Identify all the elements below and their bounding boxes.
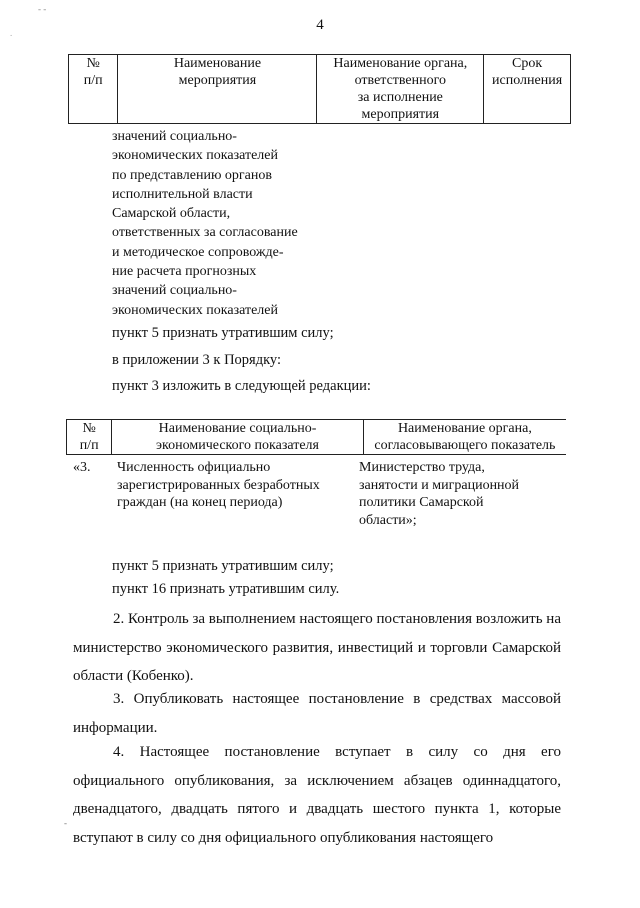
paragraph: в приложении 3 к Порядку: <box>112 352 282 368</box>
table-row-indicator: Численность официально зарегистрированных безработных граждан (на конец периода) <box>117 460 320 510</box>
table-row-number: «3. <box>73 460 91 475</box>
body-paragraph: 2. Контроль за выполнением настоящего постановления возложить на министерство экономического развития, инвестиций и торговли Самарской области (Кобенко). <box>73 611 561 684</box>
col-indicator-header: Наименование социально- экономического показателя <box>112 420 364 455</box>
col-number-header: № п/п <box>67 420 112 455</box>
col-deadline-header: Срок исполнения <box>484 55 571 124</box>
paragraph: пункт 3 изложить в следующей редакции: <box>112 378 371 394</box>
margin-mark: - - <box>38 4 47 14</box>
paragraph: пункт 5 признать утратившим силу; <box>112 558 334 574</box>
margin-mark: . <box>10 28 13 38</box>
page-number: 4 <box>316 17 324 33</box>
indicators-table-header <box>66 419 566 455</box>
measures-table-header <box>68 54 571 124</box>
table-continuation-text: значений социально- экономических показателей по представлению органов исполнительной власти Самарской области, ответственных за согласование и методическое сопровожде- ние расчета прогнозных значений социально- экономических показателей <box>112 129 298 318</box>
table-row-approving-body: Министерство труда, занятости и миграционной политики Самарской области»; <box>359 460 520 528</box>
col-number-header: № п/п <box>69 55 118 124</box>
margin-mark: - <box>64 818 67 828</box>
col-approving-body-header: Наименование органа, согласовывающего показатель <box>363 420 566 455</box>
col-responsible-body-header: Наименование органа, ответственного за исполнение мероприятия <box>317 55 484 124</box>
col-measure-header: Наименование мероприятия <box>118 55 317 124</box>
paragraph: пункт 16 признать утратившим силу. <box>112 581 340 597</box>
body-paragraph: 4. Настоящее постановление вступает в силу со дня его официального опубликования, за исключением абзацев одиннадцатого, двенадцатого, двадцать пятого и двадцать шестого пункта 1, которые вступают в силу со дня официального опубликования настоящего <box>73 744 561 846</box>
paragraph: пункт 5 признать утратившим силу; <box>112 325 334 341</box>
body-paragraph: 3. Опубликовать настоящее постановление в средствах массовой информации. <box>73 691 561 736</box>
